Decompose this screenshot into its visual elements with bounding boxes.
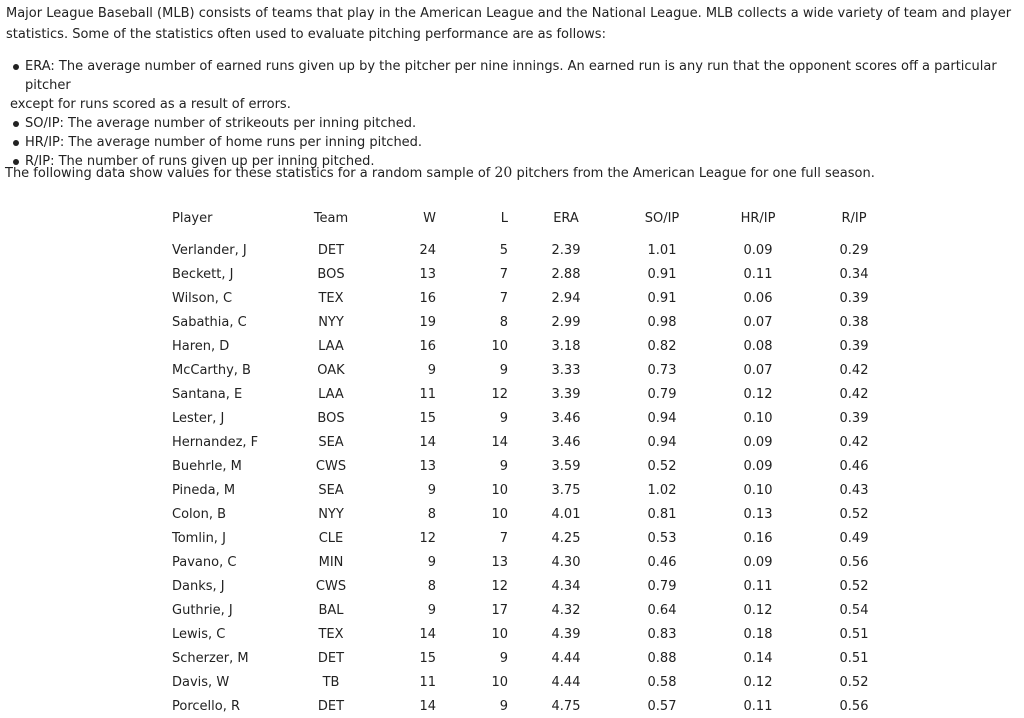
cell-era: 3.46 [551,434,581,450]
cell-r-ip: 0.52 [839,674,869,690]
cell-wins: 14 [419,698,436,714]
cell-losses: 8 [499,314,508,330]
column-header-player: Player [172,210,213,226]
cell-team: BAL [318,602,344,618]
cell-losses: 13 [491,554,508,570]
column-header-l: L [500,210,508,226]
cell-losses: 10 [491,482,508,498]
list-item-era-continuation: except for runs scored as a result of errors. [10,97,291,112]
cell-losses: 9 [499,362,508,378]
cell-hr-ip: 0.09 [743,554,773,570]
table-row [160,262,902,286]
cell-wins: 9 [427,362,436,378]
cell-hr-ip: 0.12 [743,602,773,618]
cell-losses: 17 [491,602,508,618]
sample-description-end: pitchers from the American League for one full season. [512,166,875,181]
cell-wins: 16 [419,290,436,306]
cell-player: Porcello, R [172,698,241,714]
cell-player: Lewis, C [172,626,226,642]
cell-era: 4.75 [551,698,581,714]
cell-player: Buehrle, M [172,458,242,474]
cell-player: Hernandez, F [172,434,259,450]
cell-team: LAA [318,386,344,402]
cell-wins: 9 [427,482,436,498]
column-header-w: W [423,210,436,226]
cell-so-ip: 0.79 [647,578,677,594]
table-row [160,238,902,262]
cell-hr-ip: 0.12 [743,674,773,690]
cell-so-ip: 0.94 [647,410,677,426]
cell-era: 4.30 [551,554,581,570]
table-header-row [160,206,902,238]
cell-r-ip: 0.39 [839,338,869,354]
cell-player: Haren, D [172,338,230,354]
sample-description [5,164,875,183]
table-body [160,238,902,718]
cell-so-ip: 0.91 [647,290,677,306]
cell-losses: 10 [491,506,508,522]
cell-wins: 9 [427,554,436,570]
table-row [160,406,902,430]
table-row [160,598,902,622]
cell-wins: 8 [427,578,436,594]
cell-era: 2.99 [551,314,581,330]
column-header-hr-ip: HR/IP [740,210,776,226]
cell-r-ip: 0.34 [839,266,869,282]
cell-player: Danks, J [172,578,225,594]
cell-player: Sabathia, C [172,314,247,330]
list-item-era [10,57,1020,114]
cell-so-ip: 0.88 [647,650,677,666]
cell-wins: 16 [419,338,436,354]
cell-era: 2.39 [551,242,581,258]
cell-team: DET [317,650,345,666]
cell-era: 3.59 [551,458,581,474]
cell-so-ip: 0.52 [647,458,677,474]
cell-r-ip: 0.56 [839,698,869,714]
cell-wins: 13 [419,458,436,474]
cell-wins: 9 [427,602,436,618]
cell-team: SEA [318,434,344,450]
cell-so-ip: 0.98 [647,314,677,330]
table-row [160,430,902,454]
list-item-r-ip: R/IP: The number of runs given up per inning pitched. [10,152,1020,171]
cell-so-ip: 0.91 [647,266,677,282]
cell-so-ip: 1.01 [647,242,677,258]
cell-losses: 14 [491,434,508,450]
sample-size: 20 [494,165,513,181]
cell-player: Guthrie, J [172,602,233,618]
cell-losses: 9 [499,698,508,714]
sample-description-start: The following data show values for these statistics for a random sample of [5,166,495,181]
cell-losses: 9 [499,458,508,474]
cell-r-ip: 0.42 [839,362,869,378]
cell-r-ip: 0.43 [839,482,869,498]
cell-hr-ip: 0.11 [743,578,773,594]
cell-era: 4.39 [551,626,581,642]
cell-r-ip: 0.49 [839,530,869,546]
column-header-team: Team [313,210,349,226]
cell-losses: 10 [491,674,508,690]
cell-so-ip: 0.82 [647,338,677,354]
cell-era: 4.32 [551,602,581,618]
cell-era: 2.94 [551,290,581,306]
cell-r-ip: 0.54 [839,602,869,618]
table-row [160,358,902,382]
cell-wins: 14 [419,626,436,642]
statistics-list [10,57,1020,171]
cell-wins: 15 [419,410,436,426]
cell-player: Lester, J [172,410,225,426]
cell-player: Colon, B [172,506,227,522]
table-row [160,382,902,406]
cell-r-ip: 0.42 [839,434,869,450]
cell-so-ip: 0.57 [647,698,677,714]
table-row [160,550,902,574]
cell-so-ip: 0.81 [647,506,677,522]
cell-era: 3.75 [551,482,581,498]
table-row [160,310,902,334]
cell-so-ip: 0.73 [647,362,677,378]
cell-hr-ip: 0.11 [743,698,773,714]
cell-player: Wilson, C [172,290,233,306]
cell-r-ip: 0.52 [839,506,869,522]
cell-hr-ip: 0.11 [743,266,773,282]
cell-hr-ip: 0.09 [743,458,773,474]
cell-losses: 9 [499,650,508,666]
cell-player: Santana, E [172,386,243,402]
cell-wins: 8 [427,506,436,522]
cell-player: Beckett, J [172,266,234,282]
cell-hr-ip: 0.16 [743,530,773,546]
cell-so-ip: 0.53 [647,530,677,546]
cell-hr-ip: 0.10 [743,482,773,498]
cell-team: DET [317,698,345,714]
cell-team: SEA [318,482,344,498]
cell-team: TEX [318,626,344,642]
cell-r-ip: 0.42 [839,386,869,402]
cell-player: Verlander, J [172,242,247,258]
cell-player: Pineda, M [172,482,236,498]
cell-hr-ip: 0.08 [743,338,773,354]
cell-player: Davis, W [172,674,230,690]
cell-team: NYY [318,506,344,522]
cell-team: OAK [317,362,345,378]
cell-so-ip: 0.79 [647,386,677,402]
cell-team: CLE [318,530,344,546]
cell-era: 2.88 [551,266,581,282]
cell-era: 4.01 [551,506,581,522]
cell-wins: 13 [419,266,436,282]
list-item-era-text: ERA: The average number of earned runs given up by the pitcher per nine innings. An earned run is any run that the opponent scores off a particular pitcher [25,59,997,93]
table-row [160,574,902,598]
column-header-r-ip: R/IP [841,210,867,226]
table-row [160,622,902,646]
cell-wins: 19 [419,314,436,330]
cell-losses: 12 [491,578,508,594]
table-row [160,334,902,358]
cell-so-ip: 0.64 [647,602,677,618]
cell-losses: 10 [491,338,508,354]
cell-team: BOS [317,410,345,426]
cell-wins: 12 [419,530,436,546]
cell-r-ip: 0.29 [839,242,869,258]
cell-player: Pavano, C [172,554,237,570]
cell-so-ip: 0.58 [647,674,677,690]
table-row [160,286,902,310]
cell-team: DET [317,242,345,258]
cell-era: 3.46 [551,410,581,426]
cell-so-ip: 0.83 [647,626,677,642]
cell-team: TB [322,674,340,690]
table-row [160,670,902,694]
cell-losses: 7 [499,266,508,282]
cell-so-ip: 0.94 [647,434,677,450]
cell-team: TEX [318,290,344,306]
cell-so-ip: 1.02 [647,482,677,498]
cell-hr-ip: 0.07 [743,314,773,330]
cell-so-ip: 0.46 [647,554,677,570]
cell-hr-ip: 0.09 [743,434,773,450]
cell-losses: 9 [499,410,508,426]
cell-losses: 10 [491,626,508,642]
cell-hr-ip: 0.12 [743,386,773,402]
cell-wins: 11 [419,386,436,402]
cell-r-ip: 0.51 [839,650,869,666]
table-row [160,478,902,502]
column-header-era: ERA [553,210,579,226]
cell-losses: 7 [499,290,508,306]
cell-team: NYY [318,314,344,330]
cell-team: LAA [318,338,344,354]
cell-r-ip: 0.52 [839,578,869,594]
pitching-stats-table [160,206,902,718]
column-header-so-ip: SO/IP [644,210,680,226]
cell-era: 4.25 [551,530,581,546]
cell-hr-ip: 0.14 [743,650,773,666]
cell-era: 4.44 [551,674,581,690]
cell-team: CWS [315,458,347,474]
cell-player: Tomlin, J [172,530,226,546]
cell-era: 3.39 [551,386,581,402]
intro-paragraph: Major League Baseball (MLB) consists of teams that play in the American League and the National League. MLB collects a wide variety of team and player statistics. Some of the statistics often used to evaluate pitching performance are as follows: [6,6,1012,42]
cell-wins: 14 [419,434,436,450]
cell-player: Scherzer, M [172,650,249,666]
cell-hr-ip: 0.18 [743,626,773,642]
cell-r-ip: 0.51 [839,626,869,642]
table-row [160,454,902,478]
cell-r-ip: 0.39 [839,290,869,306]
cell-era: 3.33 [551,362,581,378]
cell-wins: 15 [419,650,436,666]
cell-team: MIN [318,554,344,570]
cell-era: 4.44 [551,650,581,666]
cell-wins: 24 [419,242,436,258]
cell-era: 3.18 [551,338,581,354]
cell-hr-ip: 0.07 [743,362,773,378]
cell-losses: 5 [499,242,508,258]
list-item-so-ip: SO/IP: The average number of strikeouts per inning pitched. [10,114,1020,133]
cell-hr-ip: 0.06 [743,290,773,306]
cell-losses: 7 [499,530,508,546]
table-row [160,526,902,550]
cell-era: 4.34 [551,578,581,594]
table-row [160,694,902,718]
cell-team: CWS [315,578,347,594]
cell-wins: 11 [419,674,436,690]
cell-team: BOS [317,266,345,282]
cell-hr-ip: 0.13 [743,506,773,522]
cell-r-ip: 0.38 [839,314,869,330]
cell-r-ip: 0.39 [839,410,869,426]
table-row [160,502,902,526]
cell-hr-ip: 0.09 [743,242,773,258]
cell-r-ip: 0.46 [839,458,869,474]
cell-hr-ip: 0.10 [743,410,773,426]
list-item-hr-ip: HR/IP: The average number of home runs per inning pitched. [10,133,1020,152]
cell-losses: 12 [491,386,508,402]
cell-r-ip: 0.56 [839,554,869,570]
table-row [160,646,902,670]
cell-player: McCarthy, B [172,362,251,378]
